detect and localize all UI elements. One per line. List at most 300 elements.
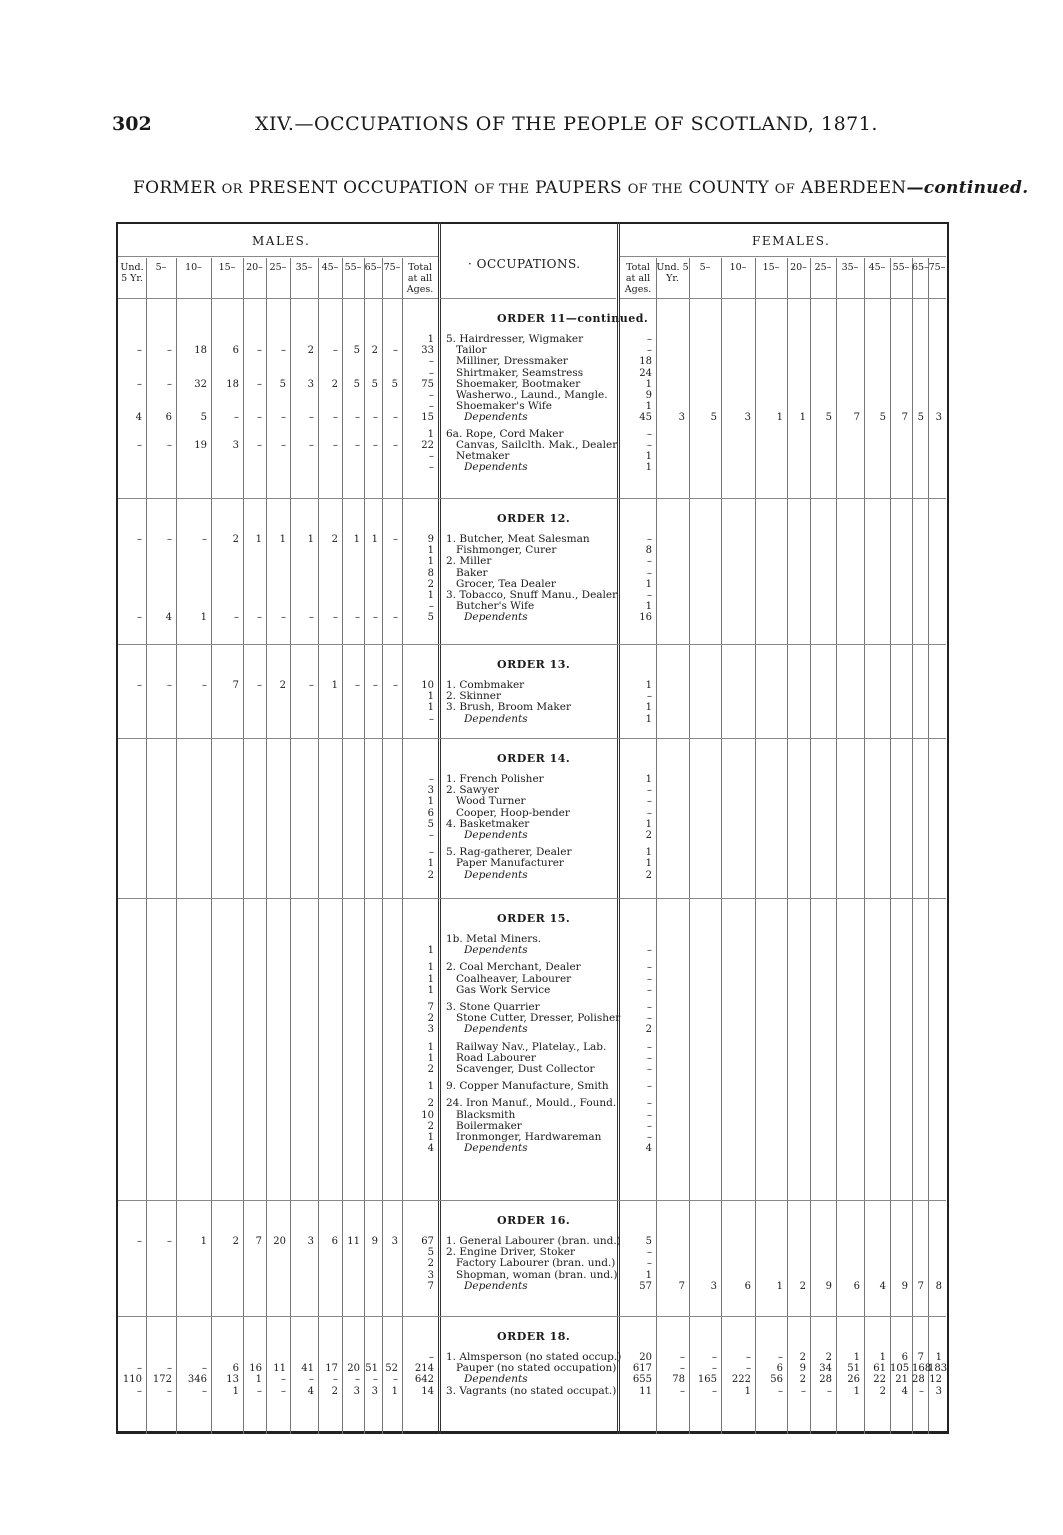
male-age-cell: –	[333, 1374, 338, 1386]
male-age-cell: –	[333, 345, 338, 357]
male-total-cell: 2	[427, 1013, 434, 1025]
female-total-cell: –	[647, 590, 652, 601]
female-age-cell: 78	[672, 1374, 685, 1386]
male-total-cell: –	[429, 401, 434, 413]
occupation-text: Dependents	[464, 868, 528, 881]
male-age-cell: –	[309, 680, 314, 691]
occupation-text: 2. Coal Merchant, Dealer	[446, 961, 581, 974]
occupation-text: 1b. Metal Miners.	[446, 933, 542, 945]
occupation-label	[446, 556, 616, 567]
female-col-header: Total at all Ages.	[624, 262, 652, 295]
female-total-cell: 1	[645, 680, 652, 691]
female-col-header: 5–	[699, 262, 711, 273]
female-age-cell: 51	[847, 1363, 860, 1375]
occupation-label	[446, 830, 616, 841]
male-total-cell: 14	[421, 1385, 434, 1397]
female-age-cell: –	[778, 1352, 783, 1363]
male-total-cell: –	[429, 451, 434, 462]
male-age-cell: –	[167, 1385, 172, 1397]
male-age-cell: 1	[391, 1385, 398, 1397]
row-rule	[118, 644, 946, 645]
male-total-cell: 1	[427, 973, 434, 985]
female-total-cell: 16	[639, 612, 652, 624]
male-age-cell: 4	[165, 612, 172, 624]
male-age-cell: –	[373, 412, 378, 424]
male-age-cell: –	[373, 612, 378, 624]
running-head: XIV.—OCCUPATIONS OF THE PEOPLE OF SCOTLAND, 1871.	[255, 113, 878, 135]
female-age-cell: 222	[731, 1374, 751, 1386]
occupation-text: Shopman, woman (bran. und.)	[456, 1268, 618, 1281]
female-total-cell: 20	[639, 1352, 652, 1363]
female-age-cell: –	[919, 1385, 924, 1397]
female-age-cell: 1	[776, 1280, 783, 1292]
male-age-cell: 19	[194, 439, 207, 451]
occupation-label	[446, 1143, 616, 1154]
male-age-cell: 2	[232, 534, 239, 545]
female-total-cell: –	[647, 1064, 652, 1075]
row-rule	[440, 298, 616, 299]
male-age-cell: 3	[353, 1385, 360, 1397]
occupation-text: 3. Brush, Broom Maker	[446, 701, 571, 714]
male-age-cell: –	[281, 439, 286, 451]
male-age-cell: –	[137, 1385, 142, 1397]
female-age-cell: 12	[929, 1374, 942, 1386]
column-rule	[342, 258, 343, 1434]
occupation-text: Fishmonger, Curer	[456, 544, 557, 557]
column-rule	[721, 258, 722, 1434]
occupation-text: Pauper (no stated occupation)	[456, 1362, 617, 1375]
female-age-cell: 6	[901, 1352, 908, 1363]
occupation-text: Wood Turner	[456, 795, 526, 808]
male-age-cell: –	[281, 412, 286, 424]
male-total-cell: 2	[427, 1258, 434, 1270]
female-total-cell: –	[647, 567, 652, 579]
male-col-header: 10–	[185, 262, 202, 273]
column-rule	[211, 258, 212, 1434]
male-age-cell: 7	[232, 680, 239, 691]
occupation-text: 2. Skinner	[446, 690, 502, 703]
female-total-cell: –	[647, 973, 652, 985]
column-rule	[438, 222, 441, 1434]
male-total-cell: 7	[427, 1280, 434, 1292]
female-col-header: 55–	[892, 262, 910, 273]
female-age-cell: 3	[935, 1385, 942, 1397]
female-age-cell: 7	[917, 1280, 924, 1292]
male-col-header: 75–	[383, 262, 401, 273]
column-rule	[864, 258, 865, 1434]
occupation-label	[446, 808, 616, 819]
female-age-cell: 7	[678, 1280, 685, 1292]
male-total-cell: 1	[427, 590, 434, 601]
female-age-cell: 105	[890, 1363, 910, 1375]
column-rule	[382, 258, 383, 1434]
male-col-header: Und. 5 Yr.	[120, 262, 144, 284]
male-age-cell: –	[309, 1374, 314, 1386]
female-age-cell: 165	[697, 1374, 717, 1386]
occupation-text: Railway Nav., Platelay., Lab.	[456, 1040, 607, 1053]
female-total-cell: 1	[645, 858, 652, 870]
female-age-cell: –	[801, 1385, 806, 1397]
male-age-cell: –	[355, 412, 360, 424]
male-age-cell: 18	[226, 378, 239, 390]
occupation-text: 1. General Labourer (bran. und.)	[446, 1235, 621, 1247]
column-rule	[836, 258, 837, 1434]
male-col-header: 35–	[295, 262, 313, 273]
order-heading: ORDER 16.	[497, 1214, 571, 1227]
female-total-cell: 2	[645, 869, 652, 881]
male-total-cell: 214	[414, 1363, 434, 1375]
female-age-cell: 2	[879, 1385, 886, 1397]
female-age-cell: 5	[825, 412, 832, 424]
occupation-label	[446, 1098, 616, 1109]
occupation-label	[446, 462, 616, 473]
female-age-cell: 28	[819, 1374, 832, 1386]
male-total-cell: 5	[427, 612, 434, 624]
male-age-cell: –	[333, 439, 338, 451]
male-total-cell: 1	[427, 428, 434, 440]
occupation-text: 2. Sawyer	[446, 784, 499, 797]
occupation-label	[446, 1042, 616, 1053]
male-age-cell: 5	[200, 412, 207, 424]
female-total-cell: –	[647, 1109, 652, 1121]
males-heading: MALES.	[252, 234, 311, 248]
order-heading: ORDER 14.	[497, 752, 571, 765]
occupation-label	[446, 1258, 616, 1269]
table-title: FORMER OR PRESENT OCCUPATION OF THE PAUPERS OF THE COUNTY OF ABERDEEN—continued.	[133, 178, 1029, 198]
row-rule	[118, 256, 438, 257]
occupation-text: Dependents	[464, 1023, 528, 1036]
female-age-cell: 61	[873, 1363, 886, 1375]
male-col-header: 55–	[344, 262, 362, 273]
male-total-cell: 2	[427, 1064, 434, 1075]
occupation-label	[446, 796, 616, 807]
order-heading: ORDER 12.	[497, 512, 571, 525]
female-total-cell: –	[647, 1132, 652, 1143]
male-age-cell: 16	[249, 1363, 262, 1375]
male-age-cell: –	[137, 439, 142, 451]
male-age-cell: 18	[194, 345, 207, 357]
female-age-cell: 3	[678, 412, 685, 424]
female-age-cell: 2	[799, 1280, 806, 1292]
male-age-cell: –	[167, 439, 172, 451]
female-col-header: 25–	[814, 262, 832, 273]
female-age-cell: 3	[935, 412, 942, 424]
occupation-text: 3. Tobacco, Snuff Manu., Dealer	[446, 589, 618, 601]
male-age-cell: –	[257, 412, 262, 424]
female-total-cell: –	[647, 428, 652, 440]
male-age-cell: 6	[165, 412, 172, 424]
column-rule	[890, 258, 891, 1434]
female-total-cell: –	[647, 1081, 652, 1093]
occupation-text: Washerwo., Laund., Mangle.	[456, 389, 608, 401]
male-age-cell: 5	[353, 345, 360, 357]
occupation-label	[446, 1081, 616, 1092]
occupation-text: 1. Almsperson (no stated occup.)	[446, 1351, 622, 1363]
female-total-cell: 2	[645, 1024, 652, 1036]
row-rule	[118, 1316, 946, 1317]
occupation-text: Milliner, Dressmaker	[456, 355, 568, 368]
male-age-cell: 3	[371, 1385, 378, 1397]
male-total-cell: 1	[427, 691, 434, 703]
female-age-cell: –	[746, 1363, 751, 1375]
male-age-cell: 1	[307, 534, 314, 545]
female-age-cell: 2	[799, 1352, 806, 1363]
female-age-cell: –	[712, 1352, 717, 1363]
male-age-cell: –	[309, 412, 314, 424]
female-total-cell: –	[647, 1098, 652, 1110]
occupation-text: 3. Stone Quarrier	[446, 1001, 540, 1013]
male-age-cell: 1	[331, 680, 338, 691]
female-age-cell: –	[712, 1363, 717, 1375]
male-age-cell: –	[137, 612, 142, 624]
male-total-cell: 1	[427, 545, 434, 557]
male-total-cell: 15	[421, 412, 434, 424]
male-age-cell: –	[373, 439, 378, 451]
occupation-text: Shoemaker, Bootmaker	[456, 377, 581, 390]
occupation-text: Dependents	[464, 944, 528, 957]
occupation-text: Stone Cutter, Dresser, Polisher	[456, 1012, 621, 1025]
male-age-cell: 6	[232, 1363, 239, 1375]
female-col-header: 45–	[868, 262, 886, 273]
female-age-cell: 2	[799, 1374, 806, 1386]
female-total-cell: –	[647, 439, 652, 451]
female-age-cell: 26	[847, 1374, 860, 1386]
order-heading: ORDER 11—continued.	[497, 312, 649, 325]
occupation-text: 5. Hairdresser, Wigmaker	[446, 333, 584, 345]
female-age-cell: 3	[744, 412, 751, 424]
male-age-cell: 3	[391, 1236, 398, 1247]
row-rule	[620, 256, 946, 257]
male-age-cell: –	[257, 439, 262, 451]
male-age-cell: 2	[331, 378, 338, 390]
occupation-label	[446, 1110, 616, 1121]
male-age-cell: 2	[371, 345, 378, 357]
female-total-cell: 8	[645, 545, 652, 557]
female-age-cell: –	[827, 1385, 832, 1397]
female-age-cell: 56	[770, 1374, 783, 1386]
occupation-label	[446, 1064, 616, 1075]
male-age-cell: 2	[307, 345, 314, 357]
male-age-cell: 5	[371, 378, 378, 390]
male-age-cell: –	[393, 412, 398, 424]
male-col-header: 5–	[155, 262, 167, 273]
female-age-cell: 1	[799, 412, 806, 424]
male-age-cell: 4	[307, 1385, 314, 1397]
row-rule	[118, 498, 946, 499]
female-age-cell: 4	[879, 1280, 886, 1292]
male-col-header: 45–	[321, 262, 339, 273]
occupation-text: 2. Miller	[446, 555, 492, 568]
male-total-cell: 2	[427, 1098, 434, 1110]
row-rule	[118, 298, 438, 299]
female-age-cell: 34	[819, 1363, 832, 1375]
female-age-cell: 1	[935, 1352, 942, 1363]
female-age-cell: 1	[879, 1352, 886, 1363]
female-col-header: Und. 5 Yr.	[656, 262, 689, 284]
column-rule	[787, 258, 788, 1434]
occupation-text: Grocer, Tea Dealer	[456, 577, 556, 590]
male-total-cell: 10	[421, 680, 434, 691]
occupation-text: Canvas, Sailclth. Mak., Dealer	[456, 438, 618, 451]
female-total-cell: 1	[645, 462, 652, 474]
male-total-cell: 2	[427, 1120, 434, 1132]
female-total-cell: 2	[645, 830, 652, 841]
occupation-label	[446, 1374, 616, 1385]
male-age-cell: 13	[226, 1374, 239, 1386]
male-age-cell: 1	[255, 534, 262, 545]
female-age-cell: –	[680, 1385, 685, 1397]
occupation-label	[446, 945, 616, 956]
female-age-cell: 6	[853, 1280, 860, 1292]
order-heading: ORDER 13.	[497, 658, 571, 671]
male-total-cell: 1	[427, 1132, 434, 1143]
male-age-cell: –	[393, 1374, 398, 1386]
occupation-text: Factory Labourer (bran. und.)	[456, 1257, 616, 1270]
male-age-cell: 9	[371, 1236, 378, 1247]
female-age-cell: 5	[917, 412, 924, 424]
male-age-cell: –	[257, 612, 262, 624]
male-age-cell: –	[257, 1385, 262, 1397]
female-col-header: 20–	[790, 262, 807, 273]
female-age-cell: 6	[744, 1280, 751, 1292]
female-total-cell: –	[647, 807, 652, 819]
male-age-cell: 1	[200, 612, 207, 624]
male-age-cell: –	[137, 1236, 142, 1247]
male-total-cell: –	[429, 390, 434, 401]
male-age-cell: –	[355, 439, 360, 451]
male-age-cell: –	[333, 612, 338, 624]
male-age-cell: 32	[194, 378, 207, 390]
female-total-cell: 655	[632, 1374, 652, 1386]
male-total-cell: 6	[427, 807, 434, 819]
female-total-cell: –	[647, 785, 652, 797]
column-rule	[146, 258, 147, 1434]
male-age-cell: –	[393, 612, 398, 624]
male-total-cell: 2	[427, 578, 434, 590]
female-age-cell: –	[680, 1363, 685, 1375]
male-total-cell: –	[429, 774, 434, 785]
male-total-cell: 1	[427, 858, 434, 870]
male-total-cell: 1	[427, 334, 434, 345]
row-rule	[620, 298, 946, 299]
male-age-cell: 1	[353, 534, 360, 545]
occupation-text: 1. Combmaker	[446, 679, 525, 691]
male-col-header: 20–	[246, 262, 263, 273]
female-total-cell: 1	[645, 401, 652, 413]
male-col-header: Total at all Ages.	[406, 262, 434, 295]
row-rule	[118, 898, 946, 899]
male-age-cell: 41	[301, 1363, 314, 1375]
male-age-cell: –	[281, 345, 286, 357]
occupation-label	[446, 974, 616, 985]
female-age-cell: 7	[901, 412, 908, 424]
male-age-cell: –	[257, 680, 262, 691]
occupation-label	[446, 612, 616, 623]
male-total-cell: 8	[427, 567, 434, 579]
female-total-cell: 1	[645, 601, 652, 613]
male-age-cell: 52	[385, 1363, 398, 1375]
male-age-cell: –	[393, 680, 398, 691]
occupation-label	[446, 962, 616, 973]
occupation-text: Shirtmaker, Seamstress	[456, 366, 584, 379]
female-age-cell: 28	[912, 1374, 925, 1386]
male-total-cell: –	[429, 601, 434, 613]
male-total-cell: 1	[427, 702, 434, 714]
male-total-cell: 75	[421, 378, 434, 390]
male-total-cell: 3	[427, 785, 434, 797]
column-rule	[810, 258, 811, 1434]
occupation-text: Cooper, Hoop-bender	[456, 806, 570, 819]
occupation-label	[446, 870, 616, 881]
female-total-cell: 1	[645, 818, 652, 830]
male-total-cell: 1	[427, 796, 434, 808]
occupation-text: Road Labourer	[456, 1051, 536, 1064]
male-total-cell: 67	[421, 1236, 434, 1247]
male-total-cell: 5	[427, 1247, 434, 1259]
occupation-text: 1. Butcher, Meat Salesman	[446, 533, 590, 545]
female-col-header: 65–	[912, 262, 929, 273]
occupation-text: Scavenger, Dust Collector	[456, 1063, 595, 1075]
order-heading: ORDER 18.	[497, 1330, 571, 1343]
occupation-text: 4. Basketmaker	[446, 817, 530, 830]
male-age-cell: 11	[347, 1236, 360, 1247]
female-total-cell: –	[647, 1120, 652, 1132]
male-total-cell: 642	[414, 1374, 434, 1386]
female-total-cell: 1	[645, 713, 652, 725]
male-age-cell: 6	[232, 345, 239, 357]
male-age-cell: –	[137, 1363, 142, 1375]
male-age-cell: –	[355, 680, 360, 691]
male-age-cell: 5	[279, 378, 286, 390]
female-age-cell: 183	[928, 1363, 948, 1375]
male-age-cell: 5	[391, 378, 398, 390]
male-age-cell: 1	[279, 534, 286, 545]
occupation-text: 6a. Rope, Cord Maker	[446, 427, 564, 440]
occupation-label	[446, 356, 616, 367]
occupation-text: Dependents	[464, 712, 528, 725]
male-col-header: 25–	[269, 262, 287, 273]
male-age-cell: –	[167, 345, 172, 357]
female-age-cell: 9	[901, 1280, 908, 1292]
male-age-cell: –	[355, 612, 360, 624]
female-total-cell: 1	[645, 847, 652, 859]
female-age-cell: 3	[710, 1280, 717, 1292]
male-total-cell: 1	[427, 1081, 434, 1093]
male-total-cell: 1	[427, 945, 434, 957]
male-total-cell: 1	[427, 962, 434, 974]
column-rule	[243, 258, 244, 1434]
occupation-text: Paper Manufacturer	[456, 857, 564, 870]
female-total-cell: –	[647, 1052, 652, 1064]
occupation-text: Netmaker	[456, 450, 510, 462]
column-rule	[364, 258, 365, 1434]
male-age-cell: –	[234, 612, 239, 624]
occupation-label	[446, 1024, 616, 1035]
occupation-text: Dependents	[464, 1279, 528, 1292]
female-total-cell: –	[647, 945, 652, 957]
female-total-cell: 57	[639, 1280, 652, 1292]
male-total-cell: –	[429, 830, 434, 841]
male-age-cell: –	[137, 680, 142, 691]
male-age-cell: 3	[232, 439, 239, 451]
female-total-cell: 5	[645, 1236, 652, 1247]
male-age-cell: 1	[232, 1385, 239, 1397]
female-age-cell: –	[778, 1385, 783, 1397]
male-total-cell: 7	[427, 1002, 434, 1013]
occupation-label	[446, 702, 616, 713]
male-age-cell: –	[355, 1374, 360, 1386]
male-age-cell: 20	[347, 1363, 360, 1375]
